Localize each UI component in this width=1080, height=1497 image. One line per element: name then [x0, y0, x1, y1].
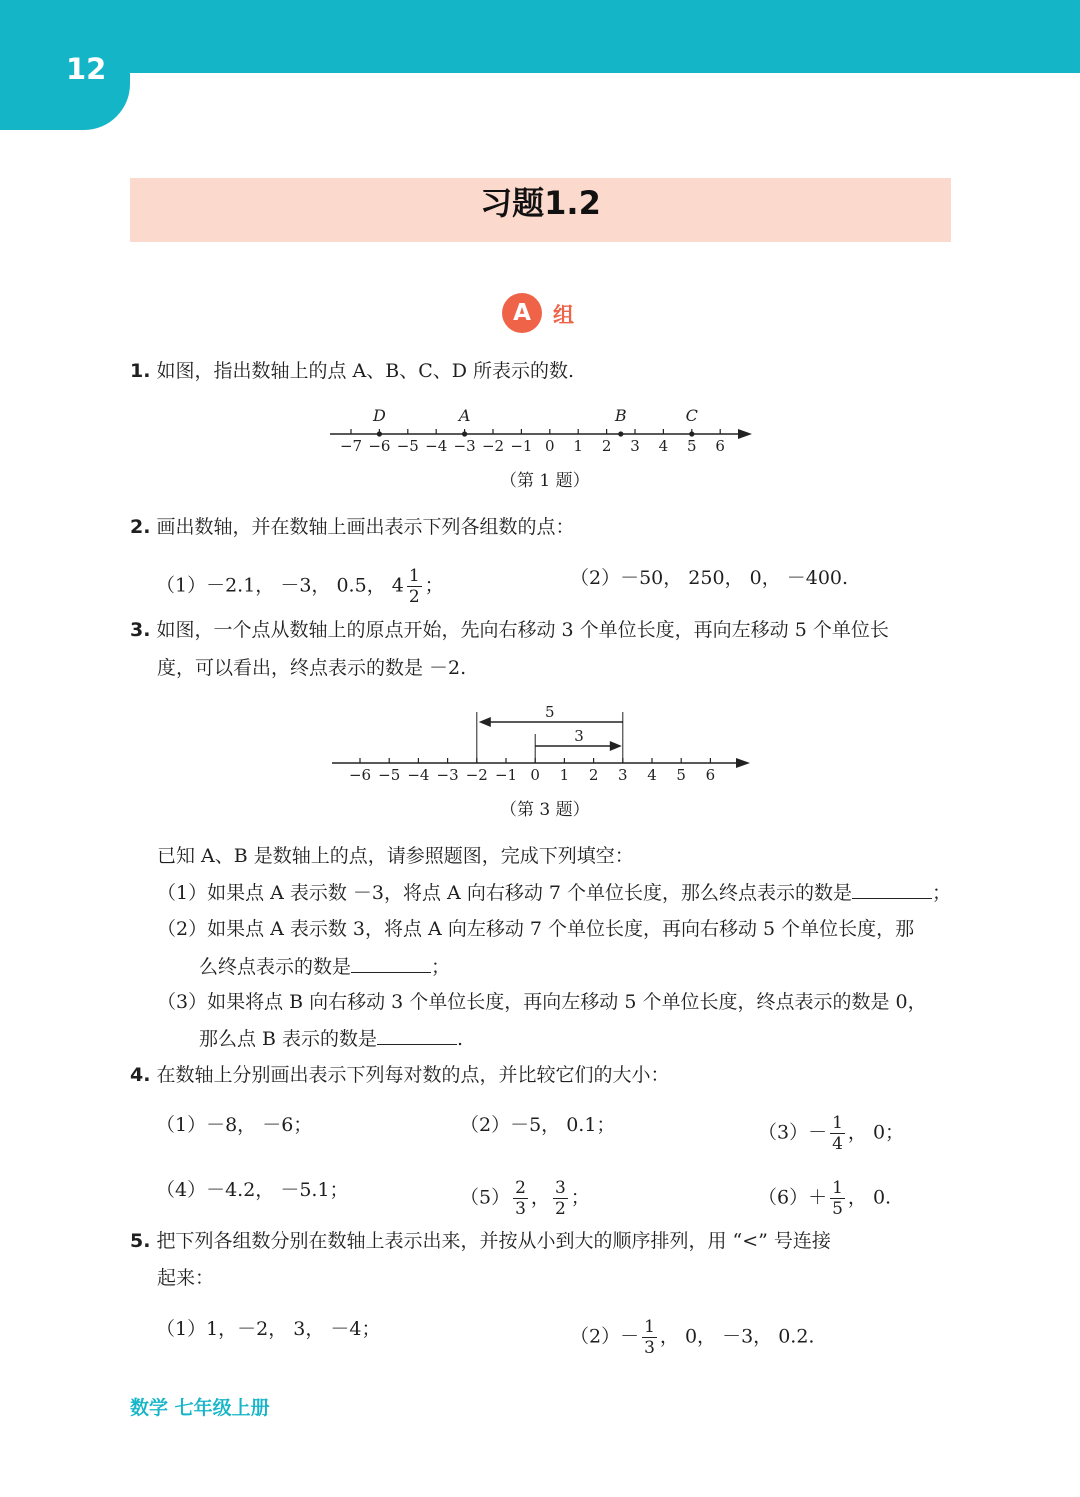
q2-part1-end: ； [424, 574, 444, 597]
tick-label: 4 [658, 437, 669, 455]
tick-label: 2 [588, 766, 599, 784]
q3-number: 3. [130, 619, 151, 641]
q4-part5-fraction2 [553, 1178, 568, 1219]
q5-part2-prefix: （2）－ [570, 1325, 640, 1348]
q3-number-line [320, 700, 760, 790]
q3-sub1-end: ； [932, 882, 952, 904]
q4-part6-fraction [830, 1178, 845, 1219]
tick-label: −7 [339, 437, 363, 455]
q4-part3 [758, 1113, 904, 1154]
q2-prompt: 画出数轴，并在数轴上画出表示下列各组数的点： [156, 516, 575, 538]
tick-label: 0 [530, 766, 540, 784]
tick-label: 3 [630, 437, 640, 455]
q4-p5-num1: 2 [515, 1178, 526, 1198]
q4-part2: （2）－5， 0.1； [460, 1114, 616, 1136]
point-B [618, 431, 623, 436]
point-C [689, 431, 694, 436]
q1-number: 1. [130, 360, 151, 382]
tick-label: −3 [453, 437, 476, 455]
point-A [462, 431, 467, 436]
q5-part2 [570, 1317, 814, 1358]
tick-label: 6 [705, 766, 716, 784]
tick-label: −5 [378, 766, 401, 784]
q4-part6-suffix: ， 0. [847, 1186, 892, 1209]
q3-sub3b-text: 那么点 B 表示的数是 [199, 1028, 378, 1050]
q1-prompt: 如图，指出数轴上的点 A、B、C、D 所表示的数. [156, 360, 575, 382]
q3-sub1-text: （1）如果点 A 表示数 －3，将点 A 向右移动 7 个单位长度，那么终点表示的数是 [157, 882, 852, 904]
q4-p6-den: 5 [832, 1199, 843, 1219]
tick-label: −1 [494, 766, 518, 784]
axis-arrow-icon [736, 758, 750, 768]
header-band [0, 0, 1080, 73]
q4-part6-prefix: （6）＋ [758, 1186, 828, 1209]
q1-caption: （第 1 题） [500, 471, 590, 491]
q2-frac-den: 2 [408, 587, 420, 607]
page-number: 12 [66, 52, 107, 86]
q4-part5-suffix: ； [570, 1186, 590, 1209]
tick-label: 1 [573, 437, 583, 455]
q5-p2-num: 1 [644, 1317, 655, 1337]
q4-part3-suffix: ， 0； [847, 1121, 905, 1144]
q2-fraction [407, 566, 422, 607]
q2-part1-text: （1）－2.1， －3， 0.5， 4 [156, 574, 404, 597]
point-label-A: A [458, 406, 471, 425]
tick-label: −4 [407, 766, 430, 784]
page-number-tab [0, 0, 130, 130]
tick-label: −2 [465, 766, 488, 784]
q3-sub2-blank[interactable] [351, 954, 431, 973]
q3-sub3-end: . [457, 1028, 464, 1050]
q4-number: 4. [130, 1064, 151, 1086]
tick-label: −4 [425, 437, 448, 455]
q3-sub3a: （3）如果将点 B 向右移动 3 个单位长度，再向左移动 5 个单位长度，终点表示的数是 0， [157, 991, 927, 1013]
q4-part5 [460, 1178, 590, 1219]
q4-text [130, 1063, 670, 1087]
section-title-box [130, 178, 951, 242]
tick-label: 6 [715, 437, 725, 455]
tick-label: 3 [618, 766, 628, 784]
q5-number: 5. [130, 1230, 151, 1252]
q4-part3-prefix: （3）－ [758, 1121, 828, 1144]
tick-label: −5 [396, 437, 419, 455]
q4-part1: （1）－8， －6； [156, 1114, 313, 1136]
q2-number: 2. [130, 516, 151, 538]
q4-part4: （4）－4.2， －5.1； [156, 1179, 349, 1201]
tick-label: −6 [368, 437, 391, 455]
point-D [377, 431, 382, 436]
q4-part3-fraction [830, 1113, 845, 1154]
q5-line1 [130, 1229, 831, 1253]
q4-part6 [758, 1178, 891, 1219]
q4-p5-den1: 3 [515, 1199, 526, 1219]
tick-label: 5 [676, 766, 686, 784]
q4-part5-sep: ， [530, 1186, 550, 1209]
arrow-left-icon [479, 717, 491, 727]
q5-p2-den: 3 [644, 1338, 655, 1358]
point-label-C: C [685, 406, 698, 425]
section-title: 习题1.2 [480, 184, 601, 222]
q3-sub2b [199, 954, 450, 979]
tick-label: 0 [545, 437, 555, 455]
q3-intro: 已知 A、B 是数轴上的点，请参照题图，完成下列填空： [157, 845, 634, 867]
q3-line2: 度，可以看出，终点表示的数是 －2. [157, 657, 467, 679]
point-label-B: B [614, 406, 627, 425]
q2-part1 [156, 566, 444, 607]
tick-label: 4 [647, 766, 657, 784]
q4-p3-den: 4 [832, 1134, 843, 1154]
arrow-right-icon [610, 741, 622, 751]
q2-text [130, 515, 575, 539]
q2-frac-num: 1 [408, 566, 420, 586]
tick-label: 5 [687, 437, 697, 455]
point-label-D: D [372, 406, 386, 425]
q3-line1-text: 如图，一个点从数轴上的原点开始，先向右移动 3 个单位长度，再向左移动 5 个单位长 [156, 619, 889, 641]
axis-arrow-icon [738, 429, 752, 439]
q4-p6-num: 1 [832, 1178, 843, 1198]
q1-number-line [320, 400, 760, 460]
q4-p5-num2: 3 [554, 1178, 566, 1198]
q3-line1 [130, 618, 889, 642]
tick-label: 1 [559, 766, 570, 784]
q3-sub1-blank[interactable] [852, 880, 932, 899]
q4-p5-den2: 2 [554, 1199, 566, 1219]
arrow-short-label: 3 [574, 727, 584, 745]
q3-sub1 [157, 880, 951, 905]
q5-part2-suffix: ， 0， －3， 0.2. [659, 1325, 815, 1348]
q5-line2: 起来： [157, 1267, 215, 1289]
q4-p3-num: 1 [832, 1113, 843, 1133]
q3-sub3b [199, 1026, 463, 1051]
q3-sub2a: （2）如果点 A 表示数 3，将点 A 向左移动 7 个单位长度，再向右移动 5 个单位长度，那 [157, 918, 915, 940]
q3-sub3-blank[interactable] [377, 1026, 457, 1045]
q2-part2: （2）－50， 250， 0， －400. [570, 567, 849, 589]
book-footer: 数学 七年级上册 [130, 1397, 270, 1419]
tick-label: −3 [436, 766, 459, 784]
group-letter: A [502, 293, 542, 333]
q4-prompt: 在数轴上分别画出表示下列每对数的点，并比较它们的大小： [156, 1064, 670, 1086]
arrow-long-label: 5 [545, 703, 555, 721]
q4-part5-prefix: （5） [460, 1186, 511, 1209]
tick-label: −1 [510, 437, 533, 455]
q4-part5-fraction1 [513, 1178, 528, 1219]
q3-sub2b-text: 么终点表示的数是 [199, 956, 352, 978]
group-label: 组 [553, 303, 574, 327]
tick-label: −2 [481, 437, 505, 455]
q5-part2-fraction [642, 1317, 657, 1358]
q3-sub2-end: ； [431, 956, 451, 978]
q5-part1: （1）1，－2， 3， －4； [156, 1318, 381, 1340]
q3-caption: （第 3 题） [500, 800, 590, 820]
q5-line1-text: 把下列各组数分别在数轴上表示出来，并按从小到大的顺序排列，用 “<” 号连接 [156, 1230, 831, 1252]
tick-label: −6 [348, 766, 372, 784]
q1-text [130, 359, 574, 383]
tick-label: 2 [601, 437, 612, 455]
